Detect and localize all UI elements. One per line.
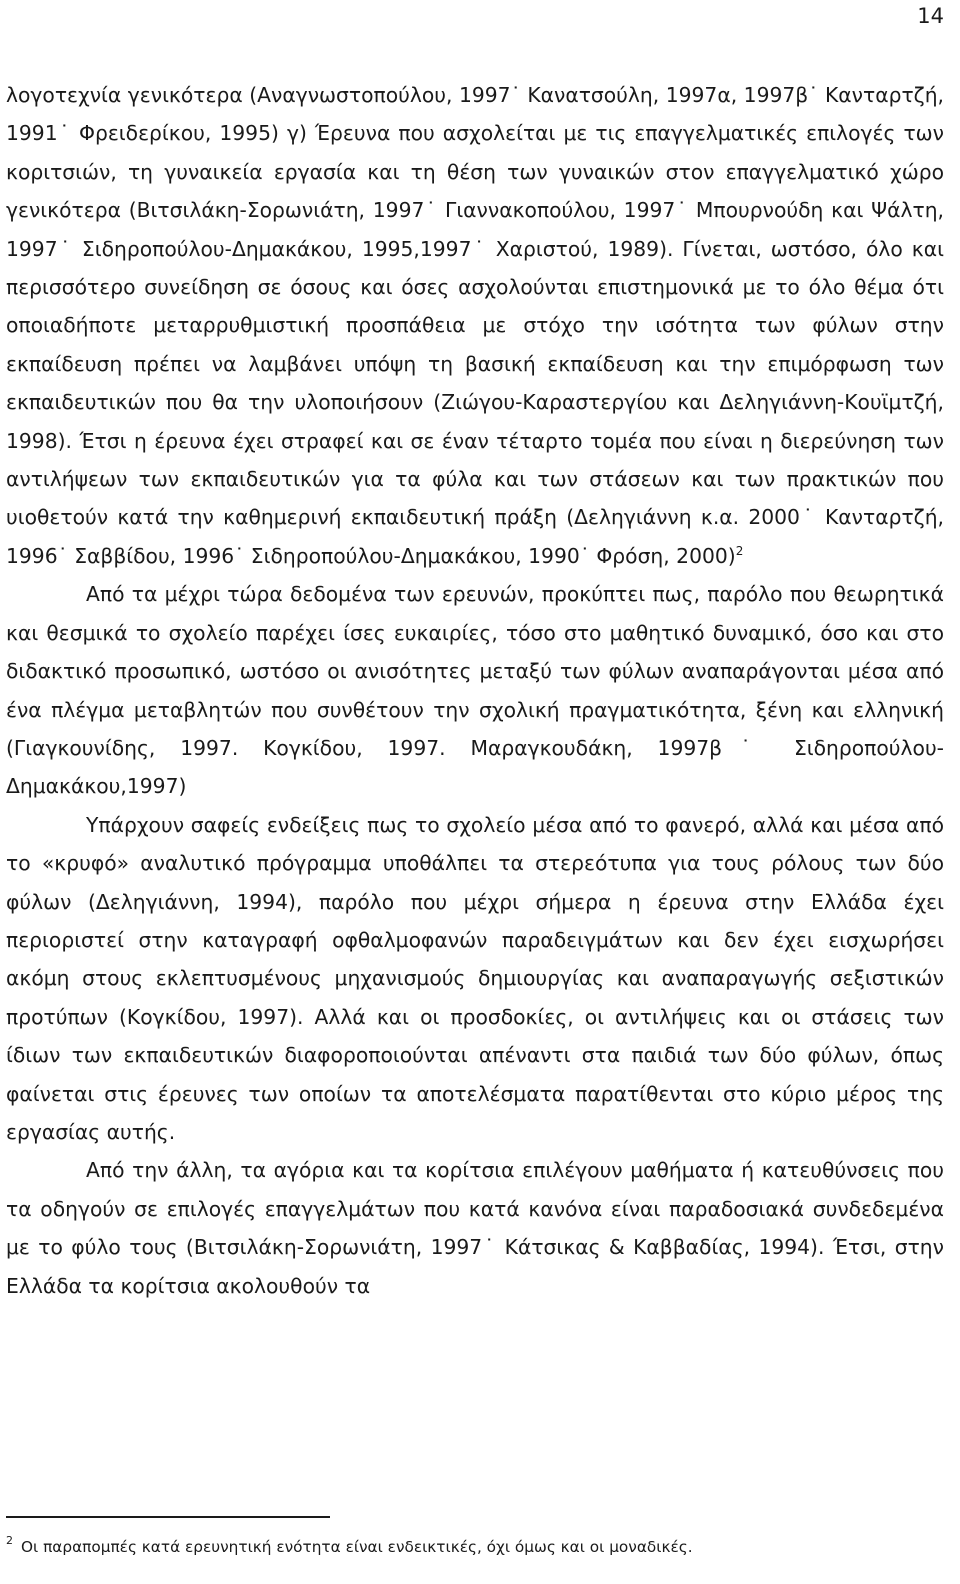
- body-text: [6, 76, 944, 1305]
- footnote-reference: 2: [735, 543, 744, 558]
- paragraph: Από τα μέχρι τώρα δεδομένα των ερευνών, προκύπτει πως, παρόλο που θεωρητικά και θεσμικά το σχολείο παρέχει ίσες ευκαιρίες, τόσο στο μαθητικό δυναμικό, όσο και στο διδακτικό προσωπικό, ωστόσο οι ανισότητες μεταξύ των φύλων αναπαράγονται μέσα από ένα πλέγμα μεταβλητών που συνθέτουν την σχολική πραγματικότητα, ξένη και ελληνική (Γιαγκουνίδης, 1997. Κογκίδου, 1997. Μαραγκουδάκη, 1997β˙ Σιδηροπούλου-Δημακάκου,1997): [6, 582, 944, 799]
- footnote: [6, 1536, 944, 1558]
- page-number: 14: [917, 4, 944, 28]
- footnote-separator: [6, 1516, 330, 1518]
- paragraph: Από την άλλη, τα αγόρια και τα κορίτσια επιλέγουν μαθήματα ή κατευθύνσεις που τα οδηγούν σε επιλογές επαγγελμάτων που κατά κανόνα είναι παραδοσιακά συνδεδεμένα με το φύλο τους (Βιτσιλάκη-Σορωνιάτη, 1997˙ Κάτσικας & Καββαδίας, 1994). Έτσι, στην Ελλάδα τα κορίτσια ακολουθούν τα: [6, 1158, 944, 1298]
- footnote-mark: 2: [6, 1534, 13, 1547]
- paragraph: [6, 76, 944, 575]
- paragraph: Υπάρχουν σαφείς ενδείξεις πως το σχολείο μέσα από το φανερό, αλλά και μέσα από το «κρυφό» αναλυτικό πρόγραμμα υποθάλπει τα στερεότυπα για τους ρόλους των δύο φύλων (Δεληγιάννη, 1994), παρόλο που μέχρι σήμερα η έρευνα στην Ελλάδα έχει περιοριστεί στην καταγραφή οφθαλμοφανών παραδειγμάτων και δεν έχει εισχωρήσει ακόμη στους εκλεπτυσμένους μηχανισμούς δημιουργίας και αναπαραγωγής σεξιστικών προτύπων (Κογκίδου, 1997). Αλλά και οι προσδοκίες, οι αντιλήψεις και οι στάσεις των ίδιων των εκπαιδευτικών διαφοροποιούνται απέναντι στα παιδιά των δύο φύλων, όπως φαίνεται στις έρευνες των οποίων τα αποτελέσματα παρατίθενται στο κύριο μέρος της εργασίας αυτής.: [6, 812, 944, 1144]
- footnote-text: Οι παραπομπές κατά ερευνητική ενότητα είναι ενδεικτικές, όχι όμως και οι μοναδικές.: [21, 1538, 693, 1556]
- paragraph-text: λογοτεχνία γενικότερα (Αναγνωστοπούλου, 1997˙ Κανατσούλη, 1997α, 1997β˙ Κανταρτζή, 1991˙ Φρειδερίκου, 1995) γ) Έρευνα που ασχολείται με τις επαγγελματικές επιλογές των κοριτσιών, τη γυναικεία εργασία και τη θέση των γυναικών στον επαγγελματικό χώρο γενικότερα (Βιτσιλάκη-Σορωνιάτη, 1997˙ Γιαννακοπούλου, 1997˙ Μπουρνούδη και Ψάλτη, 1997˙ Σιδηροπούλου-Δημακάκου, 1995,1997˙ Χαριστού, 1989). Γίνεται, ωστόσο, όλο και περισσότερο συνείδηση σε όσους και όσες ασχολούνται επιστημονικά με το όλο θέμα ότι οποιαδήποτε μεταρρυθμιστική προσπάθεια με στόχο την ισότητα των φύλων στην εκπαίδευση πρέπει να λαμβάνει υπόψη τη βασική εκπαίδευση και την επιμόρφωση των εκπαιδευτικών που θα την υλοποιήσουν (Ζιώγου-Καραστεργίου και Δεληγιάννη-Κουϊμτζή, 1998). Έτσι η έρευνα έχει στραφεί και σε έναν τέταρτο τομέα που είναι η διερεύνηση των αντιλήψεων των εκπαιδευτικών για τα φύλα και των στάσεων και των πρακτικών που υιοθετούν κατά την καθημερινή εκπαιδευτική πράξη (Δεληγιάννη κ.α. 2000˙ Κανταρτζή, 1996˙ Σαββίδου, 1996˙ Σιδηροπούλου-Δημακάκου, 1990˙ Φρόση, 2000): [6, 83, 944, 568]
